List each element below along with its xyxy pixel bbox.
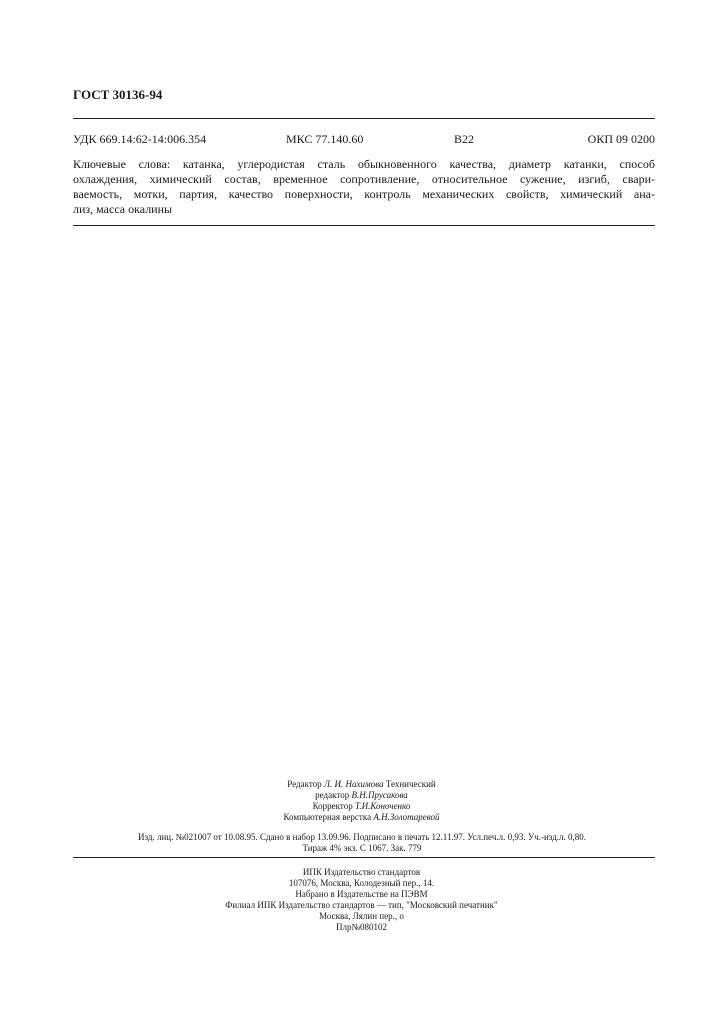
document-code: ГОСТ 30136-94	[73, 87, 163, 102]
keywords-line: ваемость, мотки, партия, качество поверхности, контроль механических свойств, химический ана-	[73, 187, 655, 201]
printer-line: Москва, Лялин пер., о	[319, 911, 404, 921]
tech-editor-label-2: редактор	[315, 790, 350, 800]
keywords-divider	[73, 225, 655, 226]
keywords-line: лиз, масса окалины	[73, 202, 173, 216]
credits-block	[0, 779, 723, 823]
mks-code: МКС 77.140.60	[286, 132, 364, 146]
tech-editor-line	[0, 790, 723, 801]
printer-imprint	[0, 867, 723, 933]
corrector-label: Корректор	[312, 801, 353, 811]
editor-line	[0, 779, 723, 790]
editor-name: Л. И. Нахимова	[323, 779, 384, 789]
printer-line: Набрано в Издательстве на ПЭВМ	[295, 889, 428, 899]
keywords-line: охлаждения, химический состав, временное сопротивление, относительное сужение, изгиб, свари-	[73, 172, 655, 186]
corrector-name: Т.И.Коноченко	[354, 801, 411, 811]
layout-name: А.Н.Золотаревой	[373, 812, 440, 822]
classification-row	[73, 132, 655, 148]
imprint-divider	[73, 857, 655, 858]
layout-line	[0, 812, 723, 823]
okp-code: ОКП 09 0200	[587, 132, 655, 146]
publication-line-2: Тираж 4% экз. С 1067. Зак. 779	[302, 843, 422, 853]
printer-line: 107076, Москва, Колодезный пер., 14.	[288, 878, 435, 888]
group-code: В22	[454, 132, 475, 146]
keywords-line: Ключевые слова: катанка, углеродистая сталь обыкновенного качества, диаметр катанки, способ	[73, 157, 655, 171]
layout-label: Компьютерная верстка	[283, 812, 372, 822]
printer-line: Филиал ИПК Издательство стандартов — тип, "Московский печатник"	[225, 900, 498, 910]
top-divider	[73, 118, 655, 119]
tech-editor-label-1: Технический	[385, 779, 436, 789]
printer-line: Плр№080102	[335, 922, 388, 932]
printer-line: ИПК Издательство стандартов	[302, 867, 421, 877]
publication-info	[92, 832, 632, 854]
editor-label: Редактор	[287, 779, 322, 789]
corrector-line	[0, 801, 723, 812]
publication-line-1: Изд. лиц. №021007 от 10.08.95. Сдано в набор 13.09.96. Подписано в печать 12.11.97. Усл.печ.л. 0,93. Уч.-изд.л. 0,80.	[137, 832, 587, 842]
keywords-paragraph	[73, 157, 655, 217]
tech-editor-name: В.Н.Прусакова	[351, 790, 408, 800]
udk-code: УДК 669.14:62-14:006.354	[73, 132, 207, 146]
